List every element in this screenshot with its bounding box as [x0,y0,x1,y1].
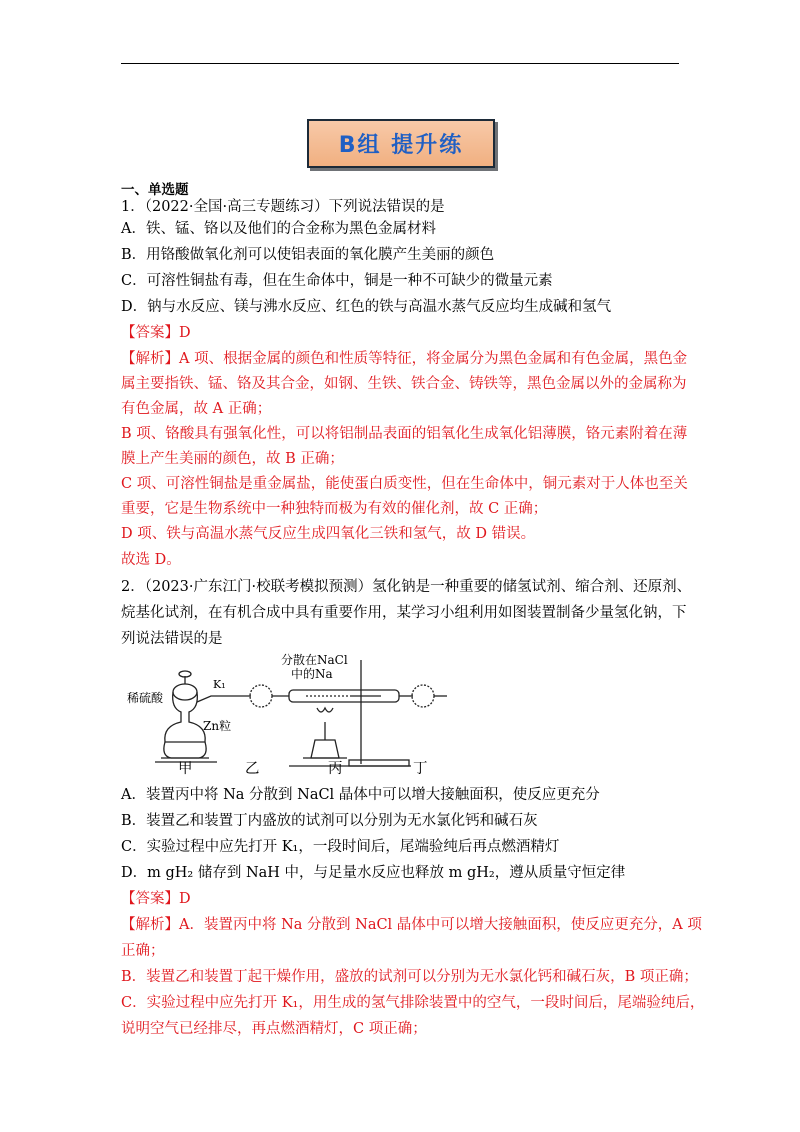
q2-answer: 【答案】D [121,891,191,907]
banner-title: B组 提升练 [338,133,464,158]
q1-analysis-line: 故选 D。 [121,552,181,568]
label-zn: Zn粒 [203,719,232,733]
label-nacl-2: 中的Na [291,667,333,681]
q2-analysis-line: 说明空气已经排尽，再点燃酒精灯，C 项正确； [121,1021,427,1037]
header-rule [121,63,679,64]
label-k1: K₁ [213,678,226,691]
label-ding: 丁 [413,761,428,777]
q1-option-b: B．用铬酸做氧化剂可以使铝表面的氧化膜产生美丽的颜色 [121,247,495,263]
q2-option-c: C．实验过程中应先打开 K₁，一段时间后，尾端验纯后再点燃酒精灯 [121,839,560,855]
apparatus-figure [121,650,451,780]
label-yi: 乙 [245,761,260,777]
q2-analysis-line: 【解析】A．装置丙中将 Na 分散到 NaCl 晶体中可以增大接触面积，使反应更充分，A 项 [121,917,702,933]
q2-analysis-line: C．实验过程中应先打开 K₁，用生成的氢气排除装置中的空气，一段时间后，尾端验纯后， [121,995,705,1011]
q1-analysis-line: B 项、铬酸具有强氧化性，可以将铝制品表面的铝氧化生成氧化铝薄膜，铬元素附着在薄 [121,426,688,442]
q1-option-d: D．钠与水反应、镁与沸水反应、红色的铁与高温水蒸气反应均生成碱和氢气 [121,299,612,315]
q2-stem-line: 烷基化试剂，在有机合成中具有重要作用，某学习小组利用如图装置制备少量氢化钠，下 [121,605,687,621]
q1-answer: 【答案】D [121,325,191,341]
q2-option-a: A．装置丙中将 Na 分散到 NaCl 晶体中可以增大接触面积，使反应更充分 [121,787,600,803]
q2-option-b: B．装置乙和装置丁内盛放的试剂可以分别为无水氯化钙和碱石灰 [121,813,538,829]
q1-analysis-line: D 项、铁与高温水蒸气反应生成四氧化三铁和氢气，故 D 错误。 [121,526,536,542]
label-acid: 稀硫酸 [127,691,164,705]
q2-stem-line: 2．（2023·广东江门·校联考模拟预测）氢化钠是一种重要的储氢试剂、缩合剂、还原剂、 [121,579,692,595]
q1-analysis-line: 属主要指铁、锰、铬及其合金，如钢、生铁、铁合金、铸铁等，黑色金属以外的金属称为 [121,376,687,392]
q1-analysis-line: C 项、可溶性铜盐是重金属盐，能使蛋白质变性，但在生命体中，铜元素对于人体也至关 [121,476,688,492]
q1-stem: 1．（2022·全国·高三专题练习）下列说法错误的是 [121,199,445,215]
q1-analysis-line: 重要，它是生物系统中一种独特而极为有效的催化剂，故 C 正确； [121,501,548,517]
label-bing: 丙 [328,761,343,777]
q2-stem-line: 列说法错误的是 [121,631,223,647]
section-heading: 一、单选题 [121,182,189,198]
q2-option-d: D．m gH₂ 储存到 NaH 中，与足量水反应也释放 m gH₂，遵从质量守恒定律 [121,865,626,881]
q2-analysis-line: 正确； [121,943,165,959]
q1-option-a: A．铁、锰、铬以及他们的合金称为黑色金属材料 [121,221,436,237]
q1-analysis-line: 膜上产生美丽的颜色，故 B 正确； [121,451,344,467]
q1-analysis-line: 【解析】A 项、根据金属的颜色和性质等特征，将金属分为黑色金属和有色金属，黑色金 [121,351,688,367]
q1-analysis-line: 有色金属，故 A 正确； [121,401,272,417]
label-jia: 甲 [178,761,193,777]
section-banner [307,119,495,168]
q1-option-c: C．可溶性铜盐有毒，但在生命体中，铜是一种不可缺少的微量元素 [121,273,553,289]
label-nacl-1: 分散在NaCl [281,653,348,667]
q2-analysis-line: B．装置乙和装置丁起干燥作用，盛放的试剂可以分别为无水氯化钙和碱石灰，B 项正确； [121,969,698,985]
